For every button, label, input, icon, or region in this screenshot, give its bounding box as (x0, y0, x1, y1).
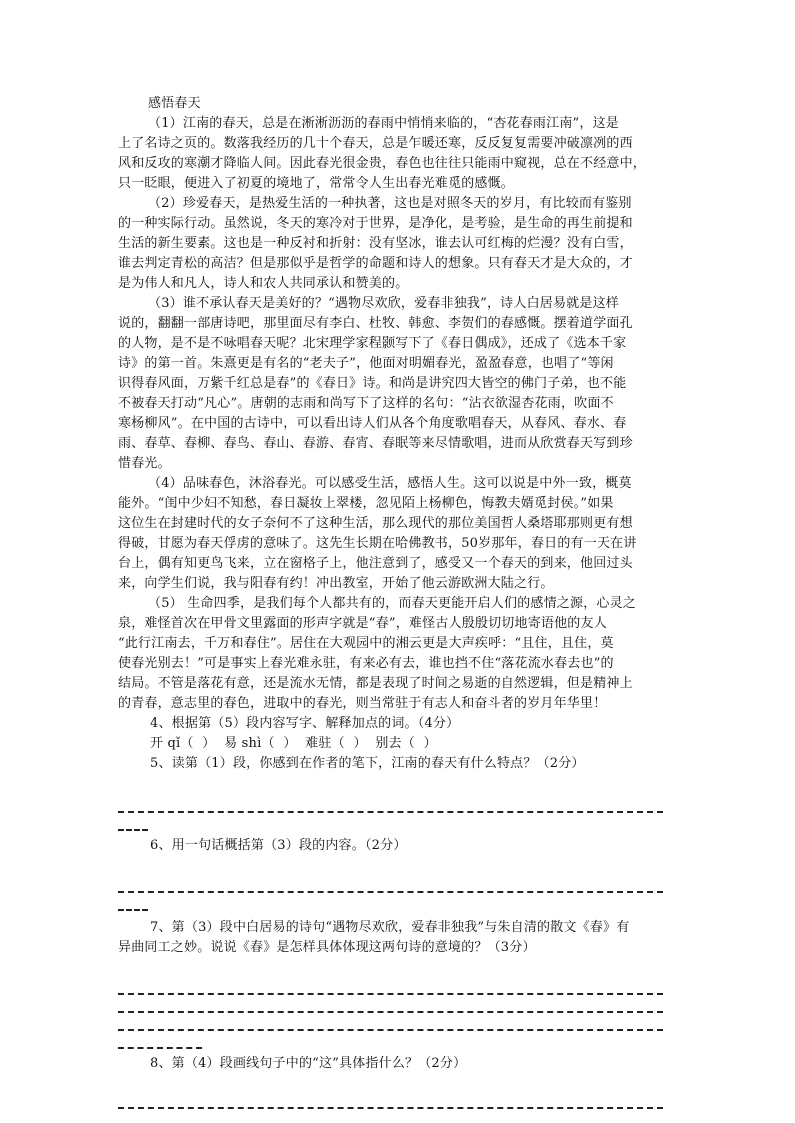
paragraph-line: 使春光别去！”可是事实上春光难永驻，有来必有去，谁也挡不住“落花流水春去也”的 (118, 656, 614, 671)
paragraph-line: 说的，翻翻一部唐诗吧，那里面尽有李白、杜牧、韩愈、李贺们的春感慨。摆着道学面孔 (118, 316, 633, 331)
paragraph-line: （1）江南的春天，总是在淅淅沥沥的春雨中悄悄来临的，“杏花春雨江南”，这是 (148, 116, 619, 131)
paragraph-line: 识得春风面，万紫千红总是春”的《春日》诗。和尚是讲究四大皆空的佛门子弟，也不能 (118, 376, 627, 391)
paragraph-line: 来，向学生们说，我与阳春有约！冲出教室，开始了他云游欧洲大陆之行。 (118, 576, 554, 591)
paragraph-line: 是为伟人和凡人，诗人和农人共同承认和赞美的。 (118, 276, 409, 291)
answer-line-q7[interactable] (118, 982, 663, 1002)
answer-line-q7[interactable] (118, 1018, 663, 1038)
paragraph-line: 能外。“闺中少妇不知愁，春日凝妆上翠楼，忽见陌上杨柳色，悔教夫婿觅封侯。”如果 (118, 496, 614, 511)
answer-line-q7[interactable] (118, 1000, 663, 1020)
answer-line-q7-end[interactable] (118, 1036, 202, 1056)
answer-line-q5[interactable] (118, 800, 663, 820)
paragraph-line: 风和反攻的寒潮才降临人间。因此春光很金贵，春色也往往只能雨中窥视，总在不经意中， (118, 156, 647, 171)
question-6: 6、用一句话概括第（3）段的内容。（2分） (150, 838, 407, 853)
question-7-cont: 异曲同工之妙。说说《春》是怎样具体体现这两句诗的意境的？（3分） (118, 940, 536, 955)
paragraph-line: 不被春天打动“凡心”。唐朝的志雨和尚写下了这样的名句：“沾衣欲湿杏花雨，吹面不 (118, 396, 614, 411)
paragraph-line: 诗》的第一首。朱熹更是有名的“老夫子”，他面对明媚春光，盈盈春意，也唱了“等闲 (118, 356, 614, 371)
paragraph-line: 生活的新生要素。这也是一种反衬和折射：没有坚冰，谁去认可红梅的烂漫？没有白雪， (118, 236, 633, 251)
paragraph-line: 的青春，意志里的春色，进取中的春光，则当常驻于有志人和奋斗者的岁月年华里！ (118, 696, 607, 711)
paragraph-line: 的人物，是不是不咏唱春天呢？北宋理学家程颢写下了《春日偶成》，还成了《选本千家 (118, 336, 627, 351)
paragraph-line: 惜春光。 (118, 456, 171, 471)
essay-title: 感悟春天 (148, 96, 201, 111)
paragraph-line: 上了名诗之页的。数落我经历的几十个春天，总是乍暖还寒，反反复复需要冲破凛冽的西 (118, 136, 633, 151)
question-5: 5、读第（1）段，你感到在作者的笔下，江南的春天有什么特点？（2分） (150, 756, 585, 771)
paragraph-line: 的一种实际行动。虽然说，冬天的寒冷对于世界，是净化，是考验，是生命的再生前提和 (118, 216, 633, 231)
answer-line-q6-end[interactable] (118, 898, 148, 918)
answer-line-q8[interactable] (118, 1096, 663, 1116)
paragraph-line: 谁去判定青松的高洁？但是那似乎是哲学的命题和诗人的想象。只有春天才是大众的，才 (118, 256, 633, 271)
question-4: 4、根据第（5）段内容写字、解释加点的词。（4分） (150, 716, 460, 731)
paragraph-line: 结局。不管是落花有意，还是流水无情，都是表现了时间之易逝的自然逻辑，但是精神上 (118, 676, 633, 691)
question-4-items: 开 qǐ（ ） 易 shì（ ） 难驻（ ） 别去（ ） (150, 736, 437, 751)
question-8: 8、第（4）段画线句子中的“这”具体指什么？（2分） (150, 1056, 467, 1071)
paragraph-line: 泉，难怪首次在甲骨文里露面的形声字就是“春”，难怪古人殷殷切切地寄语他的友人 (118, 616, 607, 631)
paragraph-line: 台上，偶有知更鸟飞来，立在窗格子上，他注意到了，感受又一个春天的到来，他回过头 (118, 556, 633, 571)
paragraph-line: “此行江南去，千万和春住”。居住在大观园中的湘云更是大声疾呼：“且住，且住，莫 (118, 636, 614, 651)
paragraph-line: （2）珍爱春天，是热爱生活的一种执著，这也是对照冬天的岁月，有比较而有鉴别 (148, 196, 632, 211)
question-7: 7、第（3）段中白居易的诗句“遇物尽欢欣，爱春非独我”与朱自清的散文《春》有 (150, 920, 630, 935)
paragraph-line: 得破，甘愿为春天俘虏的意味了。这先生长期在哈佛教书，50岁那年，春日的有一天在讲 (118, 536, 637, 551)
paragraph-line: （4）品味春色，沐浴春光。可以感受生活，感悟人生。这可以说是中外一致，概莫 (148, 476, 632, 491)
paragraph-line: （3）谁不承认春天是美好的？“遇物尽欢欣，爱春非独我”，诗人白居易就是这样 (148, 296, 619, 311)
paragraph-line: 这位生在封建时代的女子奈何不了这种生活，那么现代的那位美国哲人桑塔耶那则更有想 (118, 516, 633, 531)
answer-line-q5-end[interactable] (118, 818, 148, 838)
paragraph-line: 只一眨眼，便进入了初夏的境地了，常常令人生出春光难觅的感慨。 (118, 176, 515, 191)
paragraph-line: 寒杨柳风”。在中国的古诗中，可以看出诗人们从各个角度歌唱春天，从春风、春水、春 (118, 416, 627, 431)
paragraph-line: 雨、春草、春柳、春鸟、春山、春游、春宵、春眠等来尽情歌唱，进而从欣赏春天写到珍 (118, 436, 633, 451)
answer-line-q6[interactable] (118, 880, 663, 900)
paragraph-line: （5） 生命四季，是我们每个人都共有的，而春天更能开启人们的感情之源，心灵之 (148, 596, 637, 611)
